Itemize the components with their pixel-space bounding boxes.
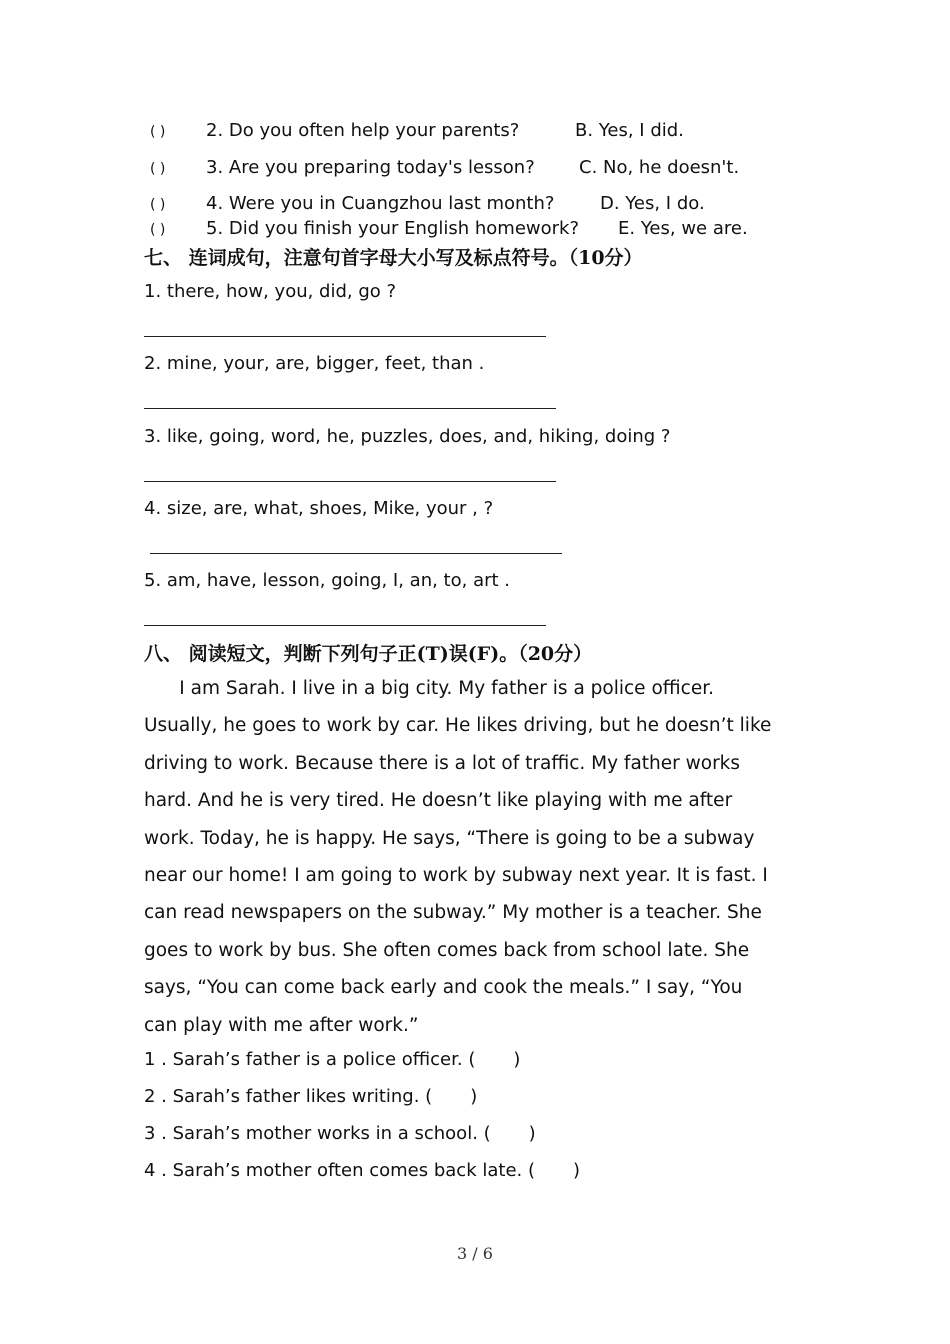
- passage-line: I am Sarah. I live in a big city. My father is a police officer.: [144, 678, 714, 699]
- matching-item: [150, 193, 554, 214]
- answer-paren[interactable]: ( ): [150, 124, 166, 140]
- sentence-item: 5. am, have, lesson, going, I, an, to, art .: [144, 570, 511, 591]
- section-8-heading: 八、 阅读短文，判断下列句子正(T)误(F)。（20分）: [144, 643, 593, 665]
- sentence-item: 4. size, are, what, shoes, Mike, your , ?: [144, 498, 494, 519]
- answer-option: D. Yes, I do.: [600, 193, 705, 214]
- close-paren: ): [513, 1049, 521, 1070]
- matching-item: [150, 218, 579, 239]
- statement: 1 . Sarah’s father is a police officer. (: [144, 1049, 476, 1070]
- question-text: 4. Were you in Cuangzhou last month?: [206, 193, 555, 214]
- passage-line: hard. And he is very tired. He doesn’t like playing with me after: [144, 790, 733, 812]
- answer-paren[interactable]: ( ): [150, 197, 166, 213]
- answer-option: E. Yes, we are.: [618, 218, 748, 239]
- sentence-item: 3. like, going, word, he, puzzles, does, and, hiking, doing ?: [144, 426, 671, 447]
- answer-paren[interactable]: ( ): [150, 222, 166, 238]
- page-number: 3 / 6: [457, 1244, 493, 1263]
- passage-line: can play with me after work.”: [144, 1014, 419, 1036]
- close-paren: ): [470, 1086, 478, 1107]
- answer-line[interactable]: [144, 625, 546, 626]
- answer-line[interactable]: [144, 408, 556, 409]
- true-false-item: [144, 1123, 536, 1144]
- statement: 3 . Sarah’s mother works in a school. (: [144, 1123, 491, 1144]
- close-paren: ): [572, 1160, 581, 1181]
- answer-option: B. Yes, I did.: [575, 120, 684, 141]
- answer-line[interactable]: [150, 553, 562, 554]
- reading-passage: [144, 670, 804, 1044]
- answer-paren[interactable]: ( ): [150, 161, 166, 177]
- true-false-item: [144, 1049, 520, 1070]
- passage-line: goes to work by bus. She often comes back from school late. She: [144, 939, 750, 961]
- sentence-item: 2. mine, your, are, bigger, feet, than .: [144, 353, 485, 374]
- matching-item: [150, 120, 519, 141]
- close-paren: ): [528, 1123, 536, 1144]
- section-7-heading: 七、 连词成句，注意句首字母大小写及标点符号。（10分）: [144, 247, 643, 269]
- true-false-item: [144, 1160, 580, 1181]
- passage-line: work. Today, he is happy. He says, “There is going to be a subway: [144, 827, 755, 849]
- question-text: 5. Did you finish your English homework?: [206, 218, 580, 239]
- answer-line[interactable]: [144, 481, 556, 482]
- statement: 2 . Sarah’s father likes writing. (: [144, 1086, 433, 1107]
- passage-line: near our home! I am going to work by subway next year. It is fast. I: [144, 865, 768, 887]
- answer-option: C. No, he doesn't.: [579, 157, 740, 178]
- statement: 4 . Sarah’s mother often comes back late. (: [144, 1160, 535, 1181]
- question-text: 3. Are you preparing today's lesson?: [206, 157, 535, 178]
- sentence-item: 1. there, how, you, did, go ?: [144, 281, 397, 302]
- passage-line: can read newspapers on the subway.” My mother is a teacher. She: [144, 902, 762, 924]
- passage-line: driving to work. Because there is a lot of traffic. My father works: [144, 752, 741, 774]
- answer-line[interactable]: [144, 336, 546, 337]
- passage-line: Usually, he goes to work by car. He likes driving, but he doesn’t like: [144, 715, 772, 737]
- true-false-item: [144, 1086, 477, 1107]
- matching-item: [150, 157, 535, 178]
- passage-line: says, “You can come back early and cook the meals.” I say, “You: [144, 977, 743, 999]
- question-text: 2. Do you often help your parents?: [206, 120, 520, 141]
